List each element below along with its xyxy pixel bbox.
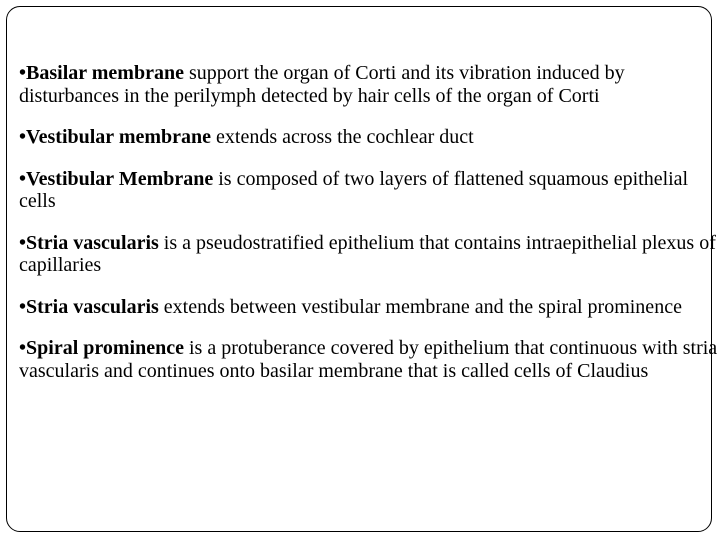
bullet-text: extends across the cochlear duct	[211, 126, 474, 148]
bullet-term-text: Basilar membrane	[26, 62, 184, 84]
bullet-stria-vascularis-epithelium	[19, 232, 719, 277]
bullet-term-text: Stria vascularis	[26, 231, 159, 254]
bullet-text: is a pseudostratified epithelium that contains intraepithelial plexus of capillaries	[19, 231, 716, 276]
bullet-text: is a protuberance covered by epithelium that continuous with stria vascularis and continues onto basilar membrane that is called cells of Claudius	[19, 337, 718, 382]
bullet-stria-vascularis-extent	[19, 296, 719, 319]
bullet-term	[19, 232, 159, 254]
bullet-marker: •	[19, 126, 27, 148]
bullet-term-text: Stria vascularis	[26, 295, 159, 318]
bullet-term-text: Vestibular membrane	[26, 126, 212, 148]
bullet-text: is composed of two layers of flattened squamous epithelial cells	[19, 167, 689, 212]
bullet-term	[19, 126, 211, 148]
bullet-term	[19, 337, 184, 359]
bullet-spiral-prominence	[19, 337, 719, 382]
bullet-term-text: Vestibular Membrane	[26, 167, 214, 190]
bullet-vestibular-membrane-composition	[19, 168, 719, 213]
bullet-marker: •	[19, 167, 27, 190]
bullet-marker: •	[19, 62, 27, 84]
bullet-term	[19, 62, 184, 84]
bullet-term	[19, 296, 159, 318]
bullet-marker: •	[19, 337, 27, 359]
bullet-term-text: Spiral prominence	[26, 337, 184, 359]
bullet-text: extends between vestibular membrane and the spiral prominence	[158, 295, 682, 318]
bullet-list	[19, 62, 719, 382]
bullet-marker: •	[19, 231, 27, 254]
bullet-vestibular-membrane-extent	[19, 126, 719, 149]
bullet-text: support the organ of Corti and its vibration induced by disturbances in the perilymph detected by hair cells of the organ of Corti	[19, 62, 625, 107]
bullet-basilar-membrane	[19, 62, 719, 107]
bullet-term	[19, 168, 213, 190]
bullet-marker: •	[19, 295, 27, 318]
